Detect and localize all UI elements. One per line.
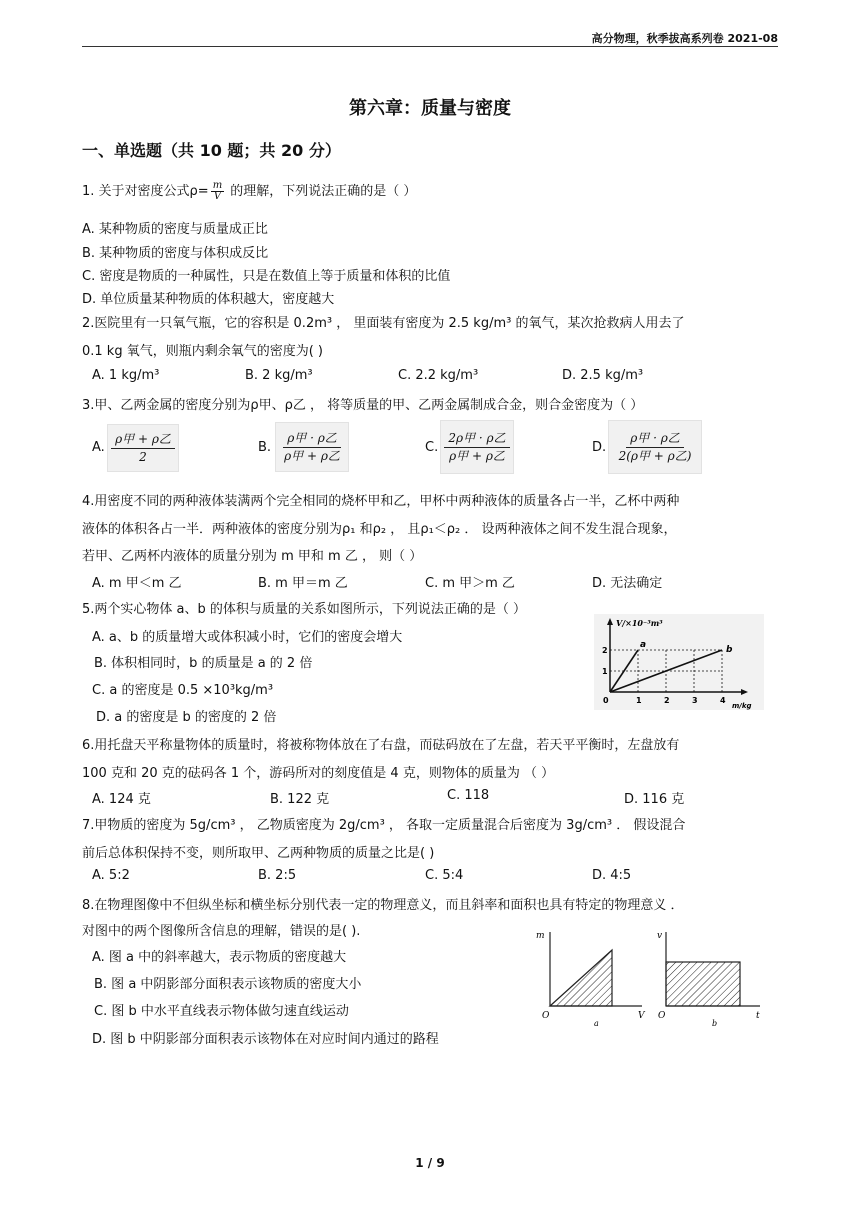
q1-frac-num: m: [212, 180, 223, 191]
q5-xtick-3: 3: [692, 696, 698, 705]
q4-line2: 液体的体积各占一半．两种液体的密度分别为ρ₁ 和ρ₂ ， 且ρ₁＜ρ₂ ． 设两种液体之间不发生混合现象，: [82, 522, 677, 537]
page-number: 1 / 9: [415, 1156, 445, 1170]
q8b-ylabel: v: [657, 931, 663, 941]
q3-fd-den: 2(ρ甲 + ρ乙): [618, 448, 692, 463]
q3-fb-num: ρ甲 · ρ乙: [283, 431, 341, 448]
q6-option-a: A. 124 克: [92, 792, 151, 807]
q8-option-a: A. 图 a 中的斜率越大，表示物质的密度越大: [92, 950, 347, 965]
q3-formula-b: [275, 422, 349, 472]
q3-option-c-label: C.: [425, 440, 439, 455]
q4-option-b: B. m 甲＝m 乙: [258, 576, 348, 591]
q5-xtick-1: 1: [636, 696, 642, 705]
q6-line1: 6.用托盘天平称量物体的质量时，将被称物体放在了右盘，而砝码放在了左盘，若天平平衡时，左盘放有: [82, 738, 680, 753]
q8a-xlabel: V: [638, 1011, 645, 1021]
q8-option-d: D. 图 b 中阴影部分面积表示该物体在对应时间内通过的路程: [92, 1032, 439, 1047]
q2-option-c: C. 2.2 kg/m³: [398, 368, 479, 383]
q7-option-c: C. 5:4: [425, 868, 464, 883]
q5-xtick-4: 4: [720, 696, 726, 705]
q7-option-a: A. 5:2: [92, 868, 130, 883]
page-header: 高分物理，秋季拔高系列卷 2021-08: [591, 32, 778, 45]
q1-stem-a: 1. 关于对密度公式ρ=: [82, 184, 209, 199]
q1-stem: [82, 180, 416, 202]
q8a-caption: a: [594, 1019, 599, 1028]
q4-option-a: A. m 甲＜m 乙: [92, 576, 182, 591]
q2-option-d: D. 2.5 kg/m³: [562, 368, 644, 383]
q3-stem: 3.甲、乙两金属的密度分别为ρ甲、ρ乙 ， 将等质量的甲、乙两金属制成合金，则合金密度为（ ）: [82, 398, 644, 413]
q2-line2: 0.1 kg 氧气，则瓶内剩余氧气的密度为( ): [82, 344, 323, 359]
q4-line3: 若甲、乙两杯内液体的质量分别为 m 甲和 m 乙 ， 则（ ）: [82, 549, 423, 564]
q5-ylabel: V/×10⁻³m³: [616, 618, 663, 628]
q5-option-c: C. a 的密度是 0.5 ×10³kg/m³: [92, 683, 274, 698]
q3-fd-num: ρ甲 · ρ乙: [626, 431, 684, 448]
q8a-shaded-area: [550, 950, 612, 1006]
q1-option-d: D. 单位质量某种物质的体积越大，密度越大: [82, 292, 335, 307]
header-rule: [82, 46, 778, 47]
q1-fraction: [211, 181, 224, 202]
q8-option-c: C. 图 b 中水平直线表示物体做匀速直线运动: [94, 1004, 349, 1019]
q3-formula-a: [107, 424, 179, 472]
q6-option-c: C. 118: [447, 788, 490, 803]
q6-option-b: B. 122 克: [270, 792, 330, 807]
q5-label-a: a: [640, 640, 647, 650]
q8b-origin: O: [658, 1011, 666, 1021]
q8a-ylabel: m: [536, 931, 545, 941]
q5-ytick-2: 2: [602, 646, 608, 655]
q5-stem: 5.两个实心物体 a、b 的体积与质量的关系如图所示，下列说法正确的是（ ）: [82, 602, 527, 617]
q8-line2: 对图中的两个图像所含信息的理解，错误的是( ).: [82, 924, 361, 939]
q5-origin: 0: [603, 696, 609, 705]
q8a-origin: O: [542, 1011, 550, 1021]
q3-fc-den: ρ甲 + ρ乙: [449, 448, 505, 463]
q1-option-c: C. 密度是物质的一种属性，只是在数值上等于质量和体积的比值: [82, 269, 451, 284]
q5-xlabel: m/kg: [732, 702, 752, 710]
q2-line1: 2.医院里有一只氧气瓶，它的容积是 0.2m³ ， 里面装有密度为 2.5 kg/m³ 的氧气，某次抢救病人用去了: [82, 316, 685, 331]
q4-line1: 4.用密度不同的两种液体装满两个完全相同的烧杯甲和乙，甲杯中两种液体的质量各占一半，乙杯中两种: [82, 494, 680, 509]
q7-option-b: B. 2:5: [258, 868, 297, 883]
q7-line2: 前后总体积保持不变，则所取甲、乙两种物质的质量之比是( ): [82, 846, 435, 861]
q3-option-d-label: D.: [592, 440, 607, 455]
q5-option-d: D. a 的密度是 b 的密度的 2 倍: [96, 710, 277, 725]
q7-option-d: D. 4:5: [592, 868, 632, 883]
q8-graph-a: [534, 922, 658, 1032]
q8-option-b: B. 图 a 中阴影部分面积表示该物质的密度大小: [94, 977, 362, 992]
section-heading: 一、单选题（共 10 题；共 20 分）: [82, 141, 341, 160]
q1-option-b: B. 某种物质的密度与体积成反比: [82, 246, 269, 261]
q1-option-a: A. 某种物质的密度与质量成正比: [82, 222, 268, 237]
q5-option-a: A. a、b 的质量增大或体积减小时，它们的密度会增大: [92, 630, 403, 645]
q6-line2: 100 克和 20 克的砝码各 1 个，游码所对的刻度值是 4 克，则物体的质量为 （ ）: [82, 766, 555, 781]
q5-ytick-1: 1: [602, 667, 608, 676]
q4-option-c: C. m 甲＞m 乙: [425, 576, 515, 591]
q3-fc-num: 2ρ甲 · ρ乙: [444, 431, 509, 448]
q5-graph: [594, 614, 764, 710]
q2-option-b: B. 2 kg/m³: [245, 368, 313, 383]
q1-stem-b: 的理解，下列说法正确的是（ ）: [226, 184, 417, 199]
q1-frac-den: V: [213, 191, 222, 202]
q3-fa-den: 2: [139, 449, 147, 464]
q8b-caption: b: [712, 1019, 718, 1028]
q3-formula-c: [440, 420, 514, 474]
q8-graph-b: [652, 922, 776, 1032]
q5-graph-bg: [594, 614, 764, 710]
q5-label-b: b: [726, 645, 733, 655]
chapter-title: 第六章：质量与密度: [349, 98, 511, 119]
q8-line1: 8.在物理图像中不但纵坐标和横坐标分别代表一定的物理意义，而且斜率和面积也具有特定的物理意义 ．: [82, 898, 684, 913]
q3-fb-den: ρ甲 + ρ乙: [284, 448, 340, 463]
q5-option-b: B. 体积相同时，b 的质量是 a 的 2 倍: [94, 656, 313, 671]
q4-option-d: D. 无法确定: [592, 576, 663, 591]
q6-option-d: D. 116 克: [624, 792, 685, 807]
q5-xtick-2: 2: [664, 696, 670, 705]
q8b-shaded-area: [666, 962, 740, 1006]
q2-option-a: A. 1 kg/m³: [92, 368, 160, 383]
q3-option-a-label: A.: [92, 440, 105, 455]
q7-line1: 7.甲物质的密度为 5g/cm³ ， 乙物质密度为 2g/cm³ ， 各取一定质量混合后密度为 3g/cm³ ． 假设混合: [82, 818, 686, 833]
q3-fa-num: ρ甲 + ρ乙: [111, 432, 175, 449]
q3-formula-d: [608, 420, 702, 474]
q3-option-b-label: B.: [258, 440, 272, 455]
q8b-xlabel: t: [756, 1011, 760, 1021]
